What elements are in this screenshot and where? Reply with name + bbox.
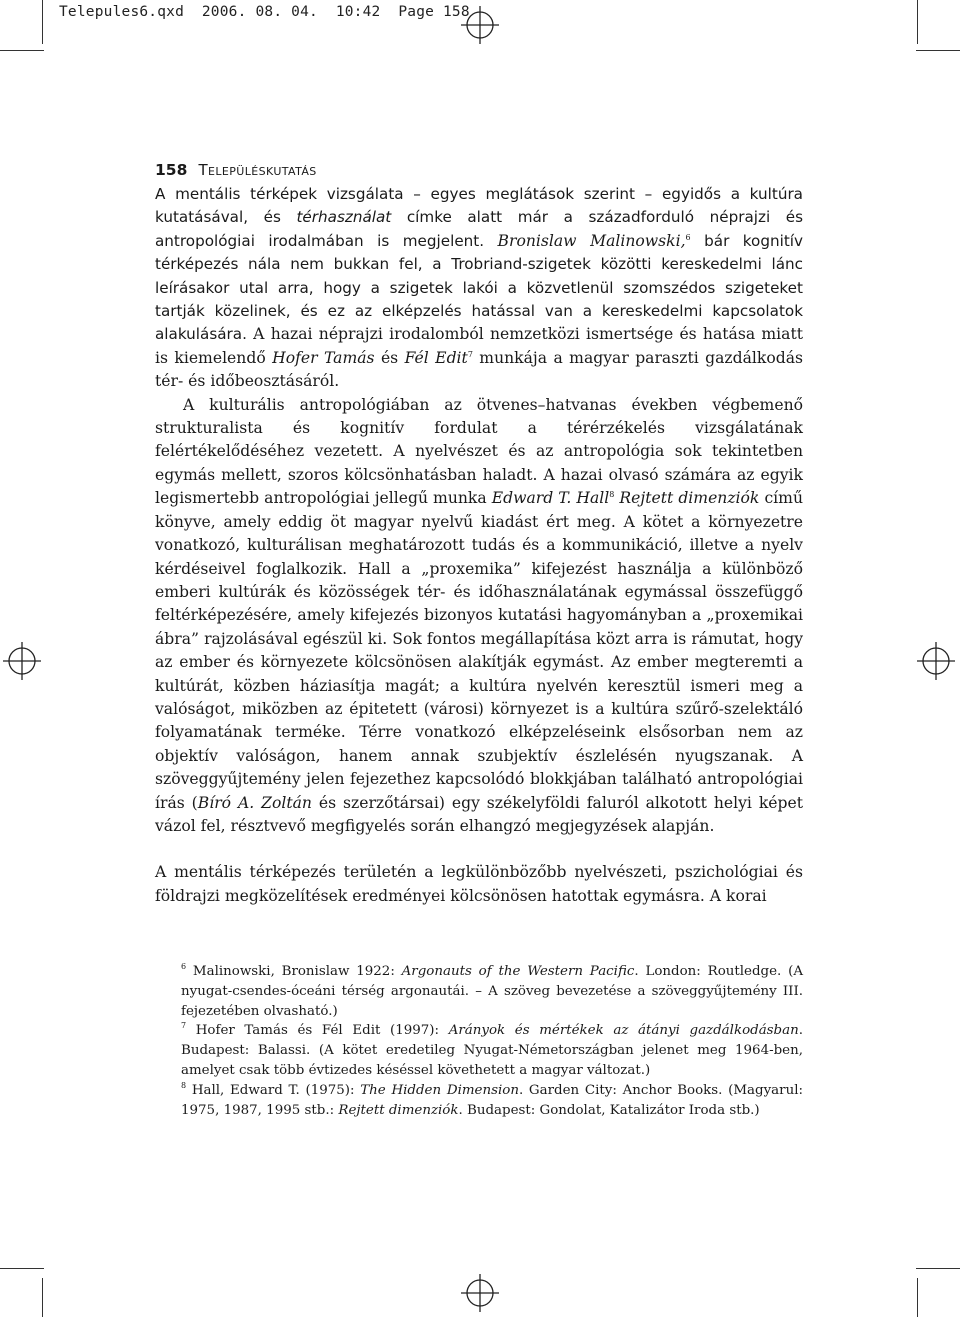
footnote-6: $^6$ Malinowski, Bronislaw 1922: Argonauts of the Western Pacific. London: Routledge. (A nyugat-csendes-óceáni térség argonautái. – A szöveg bevezetése a szöveggyűjtemény III. fejezetében olvasható.) [181, 962, 803, 1019]
footnotes [181, 962, 803, 1120]
paragraph-2: A kulturális antropológiában az ötvenes–hatvanas években végbemenő strukturalista és kognitív fordulat a térérzékelés vizsgálatának felértékelődéséhez vezetett. A nyelvészet és az antropológia sok tekintetben egymás mellett, szoros kölcsönhatásban haladt. A hazai olvasó számára az egyik legismertebb antropológiai jellegű munka Edward T. Hall$^8$ Rejtett dimenziók című könyve, amely eddig öt magyar nyelvű kiadást ért meg. A kötet a környezetre vonatkozó, kulturálisan meghatározott tudás és a kommunikáció, illetve a nyelv kérdéseivel foglalkozik. Hall a „proxemika” kifejezést használja a különböző emberi kultúrák és közösségek tér- és időhasználatának egymással összefüggő feltérképezésére, amely kifejezés bizonyos kutatási hagyományban a „proxemikai ábra” rajzolásával egészül ki. Sok fontos megállapítása közt arra is rámutat, hogy az ember és környezete kölcsönösen alakítják egymást. Az ember megteremti a kultúrát, közben háziasítja magát; a kultúra nyelvén keresztül ismeri meg a valóságot, miközben az épitetett (városi) környezet is a kultúra szűrő-szelektáló folyamatának terméke. Térre vonatkozó elképzeléseink elsősorban nem az objektív valóságon, hanem annak szubjektív észlelésén nyugszanak. A szöveggyűjtemény jelen fejezethez kapcsolódó blokkjában található antropológiai írás (Bíró A. Zoltán és szerzőtársai) egy székelyföldi faluról alkotott helyi képet vázol fel, résztvevő megfigyelés során elhangzó megjegyzések alapján. [155, 395, 804, 835]
crop-mark-top-left-h [0, 50, 44, 51]
crop-mark-bottom-left-v [42, 1278, 43, 1317]
crop-mark-bottom-right-v [917, 1278, 918, 1317]
footnote-8: $^8$ Hall, Edward T. (1975): The Hidden Dimension. Garden City: Anchor Books. (Magyarul: 1975, 1987, 1995 stb.: Rejtett dimenziók. Budapest: Gondolat, Katalizátor Iroda stb.) [181, 1080, 803, 1118]
registration-mark-left-icon [3, 642, 41, 680]
paragraph-1: A mentális térképek vizsgálata – egyes meglátások szerint – egyidős a kultúra kutatásával, és térhasználat címke alatt már a századforduló néprajzi és antropológiai irodalmában is megjelent. Bronislaw Malinowski,$^6$ bár kognitív térképezés nála nem bukkan fel, a Trobriand-szigetek közötti kereskedelmi lánc leírásakor utal arra, hogy a szigetek lakói a közvetlenül szomszédos szigeteket tartják közelinek, és ez az elképzelés hatással van a kereskedelmi kapcsolatok alakulására. A hazai néprajzi irodalomból nemzetközi ismertsége és hatása miatt is kiemelendő Hofer Tamás és Fél Edit$^7$ munkája a magyar paraszti gazdálkodás tér- és időbeosztásáról. [155, 185, 804, 391]
registration-mark-top-icon [461, 6, 499, 44]
crop-mark-top-right-v [917, 0, 918, 44]
page-number: 158 [155, 161, 188, 179]
print-slug: Telepules6.qxd 2006. 08. 04. 10:42 Page 158 [59, 4, 470, 20]
registration-mark-bottom-icon [461, 1274, 499, 1312]
section-title: TELEPÜLÉSKUTATÁS [198, 161, 317, 179]
footnote-7: $^7$ Hofer Tamás és Fél Edit (1997): Arányok és mértékek az átányi gazdálkodásban. Budapest: Balassi. (A kötet eredetileg Nyugat-Németországban jelenet meg 1964-ben, amelyet csak több évtizedes késéssel követhetett a magyar változat.) [181, 1021, 803, 1078]
registration-mark-right-icon [917, 642, 955, 680]
paragraph-3: A mentális térképezés területén a legkülönbözőbb nyelvészeti, pszichológiai és földrajzi megközelítések eredményei kölcsönösen hatottak egymásra. A korai [155, 863, 803, 905]
crop-mark-bottom-right-h [916, 1268, 960, 1269]
crop-mark-top-right-h [916, 50, 960, 51]
body-text [155, 183, 803, 908]
crop-mark-top-left-v [42, 0, 43, 44]
running-header [155, 160, 317, 179]
crop-mark-bottom-left-h [0, 1268, 44, 1269]
